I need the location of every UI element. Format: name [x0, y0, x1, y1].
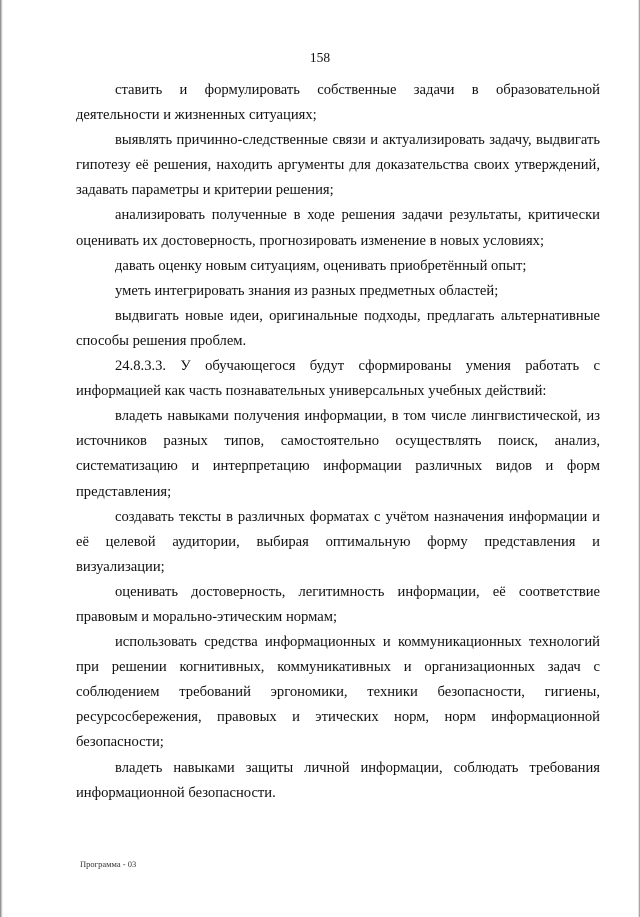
body-text: [76, 78, 600, 806]
paragraph: использовать средства информационных и коммуникационных технологий при решении когнитивных, коммуникативных и организационных задач с соблюдением требований эргономики, техники безопасности, гигиены, ресурсосбережения, правовых и этических норм, норм информационной безопасности;: [76, 634, 600, 751]
section-heading-paragraph: 24.8.3.3. У обучающегося будут сформированы умения работать с информацией как часть познавательных универсальных учебных действий:: [76, 358, 600, 400]
paragraph: оценивать достоверность, легитимность информации, её соответствие правовым и морально-этическим нормам;: [76, 583, 600, 625]
scan-edge-left: [0, 0, 3, 917]
page-footer: Программа - 03: [80, 859, 137, 869]
page-number: 158: [309, 50, 331, 65]
paragraph: уметь интегрировать знания из разных предметных областей;: [115, 282, 499, 299]
paragraph: выдвигать новые идеи, оригинальные подходы, предлагать альтернативные способы решения проблем.: [76, 307, 600, 349]
paragraph: выявлять причинно-следственные связи и актуализировать задачу, выдвигать гипотезу её решения, находить аргументы для доказательства своих утверждений, задавать параметры и критерии решения;: [76, 132, 600, 199]
paragraph: создавать тексты в различных форматах с учётом назначения информации и её целевой аудитории, выбирая оптимальную форму представления и визуализации;: [76, 508, 600, 575]
paragraph: ставить и формулировать собственные задачи в образовательной деятельности и жизненных ситуациях;: [76, 82, 600, 124]
paragraph: владеть навыками защиты личной информации, соблюдать требования информационной безопасности.: [76, 759, 600, 801]
paragraph: владеть навыками получения информации, в том числе лингвистической, из источников разных типов, самостоятельно осуществлять поиск, анализ, систематизацию и интерпретацию информации различных видов и форм представления;: [76, 408, 600, 500]
paragraph: анализировать полученные в ходе решения задачи результаты, критически оценивать их достоверность, прогнозировать изменение в новых условиях;: [76, 207, 600, 249]
paragraph: давать оценку новым ситуациям, оценивать приобретённый опыт;: [115, 257, 527, 274]
